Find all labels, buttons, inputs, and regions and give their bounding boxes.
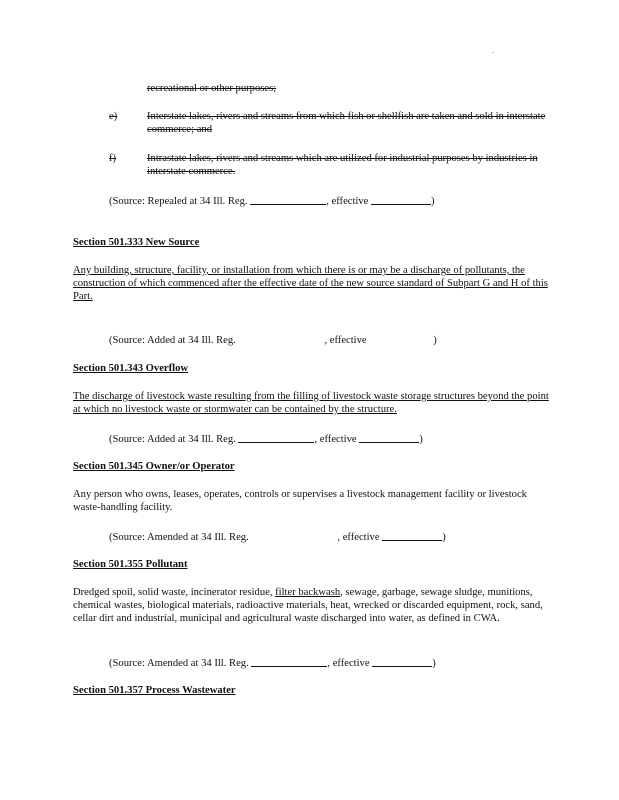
list-text: Interstate lakes, rivers and streams from which fish or shellfish are taken and sold in interstate commerce; and [147, 111, 546, 135]
section-body: Any building, structure, facility, or installation from which there is or may be a discharge of pollutants, the construction of which commenced after the effective date of the new source standard of Subpart G and H of this Part. [73, 265, 548, 302]
blank-line [382, 530, 442, 541]
section-body: Any person who owns, leases, operates, controls or supervises a livestock management facility or livestock waste-handling facility. [73, 489, 527, 513]
source-note: (Source: Added at 34 Ill. Reg. , effective ) [109, 434, 423, 445]
continuation-line: recreational or other purposes; [147, 83, 277, 94]
section-heading: Section 501.345 Owner/or Operator [73, 461, 235, 472]
source-note: (Source: Amended at 34 Ill. Reg. , effective ) [109, 658, 436, 669]
underlined-term: filter backwash [275, 587, 341, 598]
list-text: Intrastate lakes, rivers and streams which are utilized for industrial purposes by industries in interstate commerce. [147, 153, 538, 177]
section-heading: Section 501.333 New Source [73, 237, 200, 248]
source-note: (Source: Amended at 34 Ill. Reg. , effective ) [109, 532, 446, 543]
section-heading: Section 501.355 Pollutant [73, 559, 188, 570]
source-note: (Source: Repealed at 34 Ill. Reg. , effective ) [109, 196, 435, 207]
section-heading: Section 501.357 Process Wastewater [73, 685, 236, 696]
source-note: (Source: Added at 34 Ill. Reg. , effective ) [109, 335, 437, 346]
section-heading: Section 501.343 Overflow [73, 363, 189, 374]
blank-line [251, 656, 327, 667]
blank-line [238, 432, 314, 443]
section-body: The discharge of livestock waste resulting from the filling of livestock waste storage structures beyond the point at which no livestock waste or stormwater can be contained by the structure. [73, 391, 549, 415]
blank-line [372, 656, 432, 667]
blank-line [250, 194, 326, 205]
blank-line [371, 194, 431, 205]
list-letter: e) [109, 111, 118, 122]
blank-line [359, 432, 419, 443]
section-body: Dredged spoil, solid waste, incinerator residue, filter backwash, sewage, garbage, sewage sludge, munitions, chemical wastes, biological materials, radioactive materials, heat, wrecked or discarded equipment, rock, sand, cellar dirt and industrial, municipal and agricultural waste discharged into water, as defined in CWA. [73, 587, 543, 624]
list-letter: f) [109, 153, 117, 164]
page-mark: . [492, 46, 494, 55]
